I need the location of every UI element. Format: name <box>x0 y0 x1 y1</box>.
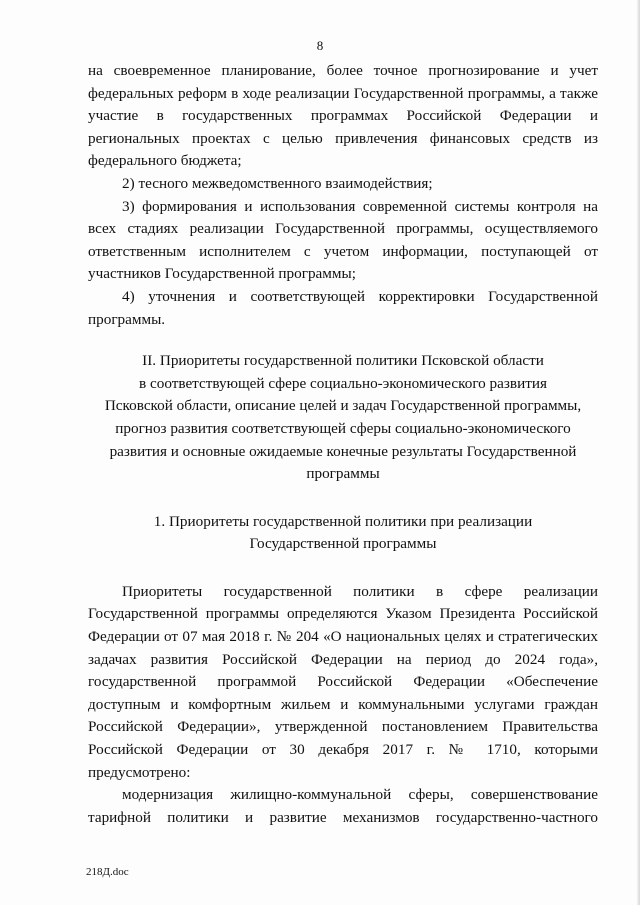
subsection-heading-line: 1. Приоритеты государственной политики при реализации <box>153 512 533 530</box>
section-heading-line: II. Приоритеты государственной политики Псковской области <box>142 352 544 370</box>
document-body <box>88 60 598 829</box>
file-name-footer: 218Д.doc <box>86 866 129 878</box>
paragraph: Приоритеты государственной политики в сфере реализации Государственной программы определяются Указом Президента Российской Федерации от 07 мая 2018 г. № 204 «О национальных целях и стратегических задачах развития Российской Федерации на период до 2024 года», государственной программой Российской Федерации «Обеспечение доступным и комфортным жильем и коммунальными услугами граждан Российской Федерации», утвержденной постановлением Правительства Российской Федерации от 30 декабря 2017 г. № 1710, которыми предусмотрено: <box>88 582 598 781</box>
paragraph: модернизация жилищно-коммунальной сферы, совершенствование тарифной политики и развитие механизмов государственно-частного <box>88 786 598 826</box>
page-number: 8 <box>316 38 324 53</box>
section-heading-line: Псковской области, описание целей и задач Государственной программы, <box>104 397 582 415</box>
paragraph: 4) уточнения и соответствующей корректировки Государственной программы. <box>88 287 598 328</box>
section-heading-line: в соответствующей сфере социально-экономического развития <box>139 374 547 392</box>
paragraph: 3) формирования и использования современной системы контроля на всех стадиях реализации Государственной программы, осуществляемого ответственным исполнителем с учетом информации, поступающей от участников Государственной программы; <box>88 197 598 283</box>
paragraph: 2) тесного межведомственного взаимодействия; <box>122 174 433 192</box>
section-heading-line: прогноз развития соответствующей сферы социально-экономического <box>115 419 571 437</box>
subsection-heading <box>88 511 598 556</box>
section-heading-line: программы <box>306 465 380 483</box>
paragraph: на своевременное планирование, более точное прогнозирование и учет федеральных реформ в ходе реализации Государственной программы, а также участие в государственных программах Российской Федерации и региональных проектах с целью привлечения финансовых средств из федерального бюджета; <box>88 62 598 170</box>
section-heading-line: развития и основные ожидаемые конечные результаты Государственной <box>109 442 577 460</box>
section-heading <box>88 350 598 486</box>
subsection-heading-line: Государственной программы <box>249 535 437 553</box>
